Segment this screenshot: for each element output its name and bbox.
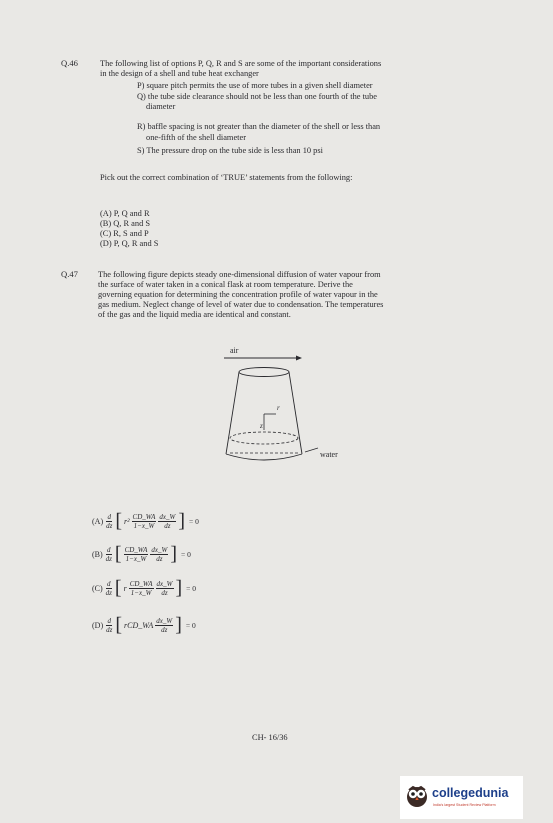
choice-b-dz: dz [105,554,112,563]
flask-top-rim [239,368,289,377]
water-pointer [305,448,318,452]
choice-c: (C) $\frac{d}{dz}$ [ r $\frac{CD\_WA}{1-x\_W}$ $\frac{dx\_W}{dz}$ ] = 0 [92,577,197,599]
air-arrow-head [296,356,302,361]
choice-b-dnum: dx_W [151,545,168,554]
choice-c-pre: r [123,583,127,593]
water-label: water [320,450,338,459]
choice-a-num: CD_WA [132,512,156,521]
q47-stem-line3: governing equation for determining the concentration profile of water vapour in the [98,290,378,299]
choice-a: (A) $\frac{d}{dz}$ [ r² $\frac{CD\_WA}{1-x\_W}$ $\frac{dx\_W}{dz}$ ] = 0 [92,510,199,532]
q46-option-r: R) baffle spacing is not greater than the diameter of the shell or less than [137,122,381,131]
choice-c-d: d [107,579,111,588]
choice-a-den: 1−x_W [133,521,155,530]
owl-icon [404,782,430,808]
choice-d: (D) $\frac{d}{dz}$ [ rCD_WA $\frac{dx\_W}{dz}$ ] = 0 [92,614,196,636]
q46-stem-line2: in the design of a shell and tube heat exchanger [100,69,259,78]
q47-stem-line4: gas medium. Neglect change of level of water due to condensation. The temperatures [98,300,384,309]
q46-answer-c: (C) R, S and P [100,229,149,238]
q46-option-p: P) square pitch permits the use of more tubes in a given shell diameter [137,81,373,90]
choice-c-num: CD_WA [129,579,153,588]
water-surface [230,432,298,444]
choice-c-dz: dz [105,588,112,597]
flask-right-side [289,372,302,454]
choice-b-dden: dz [156,554,163,563]
choice-a-label: (A) [92,516,104,526]
q46-option-s: S) The pressure drop on the tube side is less than 10 psi [137,146,323,155]
r-label: r [277,404,280,412]
choice-b-den: 1−x_W [125,554,147,563]
q46-answer-b: (B) Q, R and S [100,219,151,228]
choice-a-d: d [107,512,111,521]
flask-bottom [226,454,302,460]
choice-d-dz: dz [106,625,113,634]
conical-flask-figure [210,340,360,470]
choice-b-d: d [107,545,111,554]
choice-a-dz: dz [106,521,113,530]
collegedunia-logo [400,776,523,819]
choice-d-d: d [107,616,111,625]
choice-a-rhs: = 0 [189,516,199,526]
q46-stem-line1: The following list of options P, Q, R and S are some of the important considerations [100,59,382,68]
choice-c-rhs: = 0 [186,583,197,593]
q46-option-q-cont: diameter [146,102,176,111]
z-label: z [260,422,263,430]
choice-b-num: CD_WA [124,545,148,554]
choice-c-dden: dz [161,588,168,597]
choice-d-pre: rCD_WA [124,620,154,630]
choice-c-label: (C) [92,583,103,593]
q47-stem-line5: of the gas and the liquid media are identical and constant. [98,310,291,319]
choice-b-label: (B) [92,549,103,559]
page-number: CH- 16/36 [252,733,288,742]
choice-a-pre: r² [124,516,130,526]
choice-c-den: 1−x_W [130,588,152,597]
choice-c-dnum: dx_W [156,579,173,588]
q47-stem-line1: The following figure depicts steady one-dimensional diffusion of water vapour from [98,270,381,279]
logo-tagline: India's largest Student Review Platform [433,803,496,807]
q46-number: Q.46 [61,58,78,68]
choice-a-dnum: dx_W [159,512,176,521]
choice-d-rhs: = 0 [185,620,196,630]
q46-answer-a: (A) P, Q and R [100,209,150,218]
q46-answer-d: (D) P, Q, R and S [100,239,159,248]
air-label: air [230,346,239,355]
q46-option-r-cont: one-fifth of the shell diameter [146,133,246,142]
choice-a-dden: dz [164,521,171,530]
q46-instruction: Pick out the correct combination of ‘TRUE’ statements from the following: [100,173,353,182]
logo-brand: collegedunia [432,786,509,800]
choice-d-label: (D) [92,620,104,630]
choice-b-rhs: = 0 [181,549,191,559]
q47-number: Q.47 [61,269,78,279]
q47-stem-line2: the surface of water taken in a conical flask at room temperature. Derive the [98,280,353,289]
choice-b: (B) $\frac{d}{dz}$ [ $\frac{CD\_WA}{1-x\_W}$ $\frac{dx\_W}{dz}$ ] = 0 [92,543,191,565]
choice-d-dnum: dx_W [156,616,173,625]
choice-d-dden: dz [161,625,168,634]
q46-option-q: Q) the tube side clearance should not be less than one fourth of the tube [137,92,378,101]
